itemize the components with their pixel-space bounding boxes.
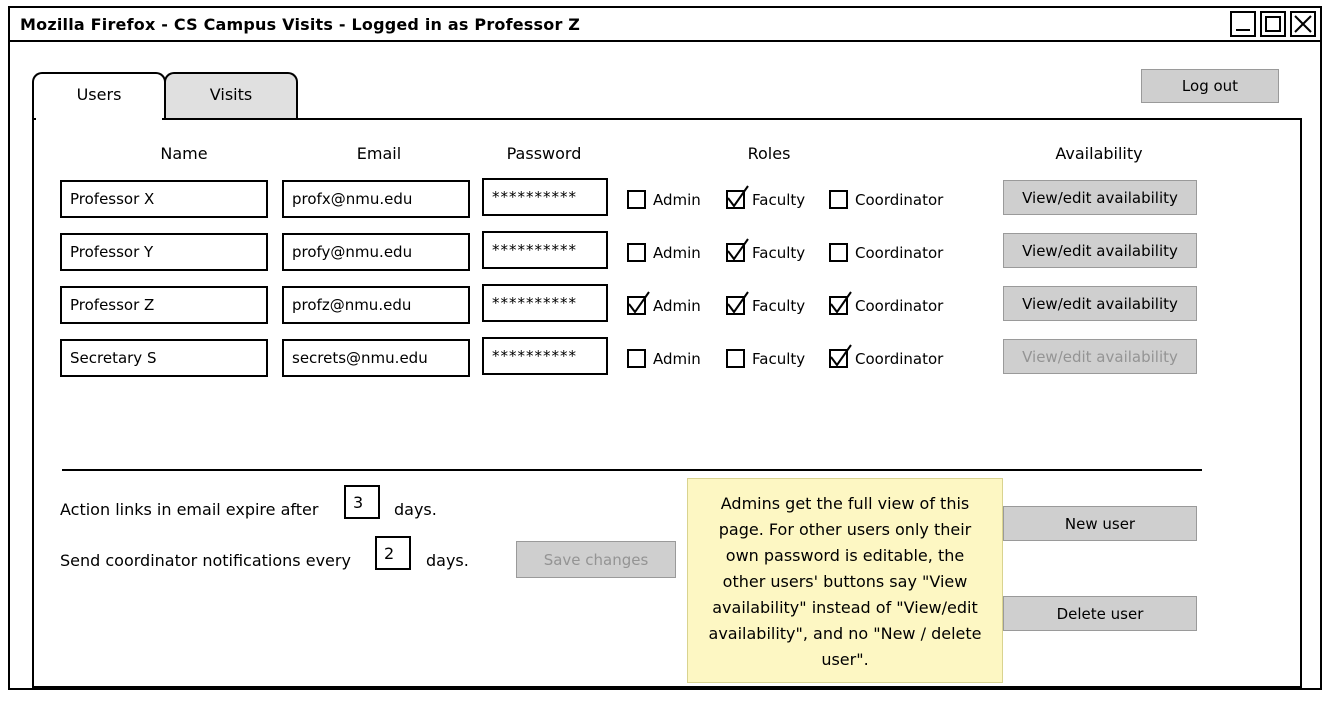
checkbox-box[interactable] <box>829 296 848 315</box>
name-value: Professor Z <box>70 296 155 314</box>
availability-label: View/edit availability <box>1022 347 1178 366</box>
role-label-admin: Admin <box>653 296 701 315</box>
role-label-faculty: Faculty <box>752 190 806 209</box>
email-value: secrets@nmu.edu <box>292 349 428 367</box>
new-user-label: New user <box>1064 514 1136 533</box>
password-value: ********** <box>492 294 577 312</box>
column-header-roles: Roles <box>747 144 791 163</box>
checkbox-box[interactable] <box>726 349 745 368</box>
role-checkbox-admin[interactable] <box>627 243 701 262</box>
role-label-admin: Admin <box>653 349 701 368</box>
role-checkbox-faculty[interactable] <box>726 349 805 368</box>
column-header-email: Email <box>356 144 402 163</box>
save-changes-label: Save changes <box>543 550 649 569</box>
role-checkbox-coordinator[interactable] <box>829 243 943 262</box>
name-input[interactable] <box>60 339 268 377</box>
tab-visits[interactable] <box>164 72 298 118</box>
delete-user-label: Delete user <box>1056 604 1144 623</box>
checkbox-box[interactable] <box>829 349 848 368</box>
checkbox-box[interactable] <box>627 190 646 209</box>
role-label-coordinator: Coordinator <box>855 190 944 209</box>
role-label-coordinator: Coordinator <box>855 296 944 315</box>
logout-label: Log out <box>1181 77 1239 95</box>
tab-users[interactable] <box>32 72 166 118</box>
name-value: Professor Y <box>70 243 154 261</box>
tab-users-label: Users <box>76 84 122 104</box>
expiry-suffix: days. <box>394 500 437 519</box>
role-checkbox-faculty[interactable] <box>726 190 805 209</box>
maximize-icon[interactable] <box>1260 11 1286 37</box>
title-bar <box>10 8 1320 42</box>
availability-label: View/edit availability <box>1022 241 1178 260</box>
view-edit-availability-button[interactable] <box>1003 286 1197 321</box>
password-input[interactable] <box>482 231 608 269</box>
role-checkbox-faculty[interactable] <box>726 296 805 315</box>
role-checkbox-faculty[interactable] <box>726 243 805 262</box>
name-input[interactable] <box>60 286 268 324</box>
password-value: ********** <box>492 188 577 206</box>
role-label-admin: Admin <box>653 243 701 262</box>
column-header-availability: Availability <box>1055 144 1143 163</box>
notify-days-input[interactable] <box>375 536 411 570</box>
notify-suffix: days. <box>426 551 469 570</box>
new-user-button[interactable] <box>1003 506 1197 541</box>
window-controls <box>1230 11 1316 37</box>
users-panel <box>32 118 1302 688</box>
tab-visits-label: Visits <box>209 84 253 104</box>
view-edit-availability-button[interactable] <box>1003 233 1197 268</box>
role-label-faculty: Faculty <box>752 349 806 368</box>
password-value: ********** <box>492 241 577 259</box>
notify-days-value: 2 <box>384 543 395 563</box>
checkbox-box[interactable] <box>726 296 745 315</box>
checkbox-box[interactable] <box>627 243 646 262</box>
role-checkbox-admin[interactable] <box>627 296 701 315</box>
delete-user-button[interactable] <box>1003 596 1197 631</box>
role-checkbox-coordinator[interactable] <box>829 349 943 368</box>
password-input[interactable] <box>482 178 608 216</box>
tab-notch <box>36 116 162 121</box>
role-label-faculty: Faculty <box>752 243 806 262</box>
email-input[interactable] <box>282 286 470 324</box>
save-changes-button[interactable] <box>516 541 676 578</box>
annotation-note <box>687 478 1003 683</box>
role-checkbox-coordinator[interactable] <box>829 190 943 209</box>
logout-button[interactable] <box>1141 69 1279 103</box>
email-input[interactable] <box>282 233 470 271</box>
notify-label: Send coordinator notifications every <box>60 551 351 570</box>
name-value: Secretary S <box>70 349 157 367</box>
name-input[interactable] <box>60 180 268 218</box>
column-header-name: Name <box>160 144 208 163</box>
expiry-days-input[interactable] <box>344 485 380 519</box>
role-checkbox-admin[interactable] <box>627 349 701 368</box>
section-divider <box>62 469 1202 471</box>
view-edit-availability-button[interactable] <box>1003 180 1197 215</box>
email-input[interactable] <box>282 339 470 377</box>
minimize-icon[interactable] <box>1230 11 1256 37</box>
password-input[interactable] <box>482 337 608 375</box>
checkbox-box[interactable] <box>829 243 848 262</box>
availability-label: View/edit availability <box>1022 294 1178 313</box>
expiry-label: Action links in email expire after <box>60 500 319 519</box>
browser-window <box>8 6 1322 690</box>
role-label-admin: Admin <box>653 190 701 209</box>
role-checkbox-coordinator[interactable] <box>829 296 943 315</box>
close-icon[interactable] <box>1290 11 1316 37</box>
email-value: profz@nmu.edu <box>292 296 412 314</box>
checkbox-box[interactable] <box>627 349 646 368</box>
role-checkbox-admin[interactable] <box>627 190 701 209</box>
password-value: ********** <box>492 347 577 365</box>
email-value: profy@nmu.edu <box>292 243 413 261</box>
expiry-days-value: 3 <box>353 492 364 512</box>
checkbox-box[interactable] <box>726 243 745 262</box>
role-label-coordinator: Coordinator <box>855 349 944 368</box>
password-input[interactable] <box>482 284 608 322</box>
availability-label: View/edit availability <box>1022 188 1178 207</box>
role-label-coordinator: Coordinator <box>855 243 944 262</box>
email-input[interactable] <box>282 180 470 218</box>
name-input[interactable] <box>60 233 268 271</box>
column-header-password: Password <box>506 144 582 163</box>
email-value: profx@nmu.edu <box>292 190 413 208</box>
window-title: Mozilla Firefox - CS Campus Visits - Logged in as Professor Z <box>20 15 581 34</box>
checkbox-box[interactable] <box>726 190 745 209</box>
name-value: Professor X <box>70 190 155 208</box>
view-availability-button-disabled <box>1003 339 1197 374</box>
annotation-note-text: Admins get the full view of this page. For other users only their own password is editable, the other users' buttons say "View availability" instead of "View/edit availability", and no "New / delete user". <box>708 494 982 669</box>
checkbox-box[interactable] <box>829 190 848 209</box>
role-label-faculty: Faculty <box>752 296 806 315</box>
checkbox-box[interactable] <box>627 296 646 315</box>
